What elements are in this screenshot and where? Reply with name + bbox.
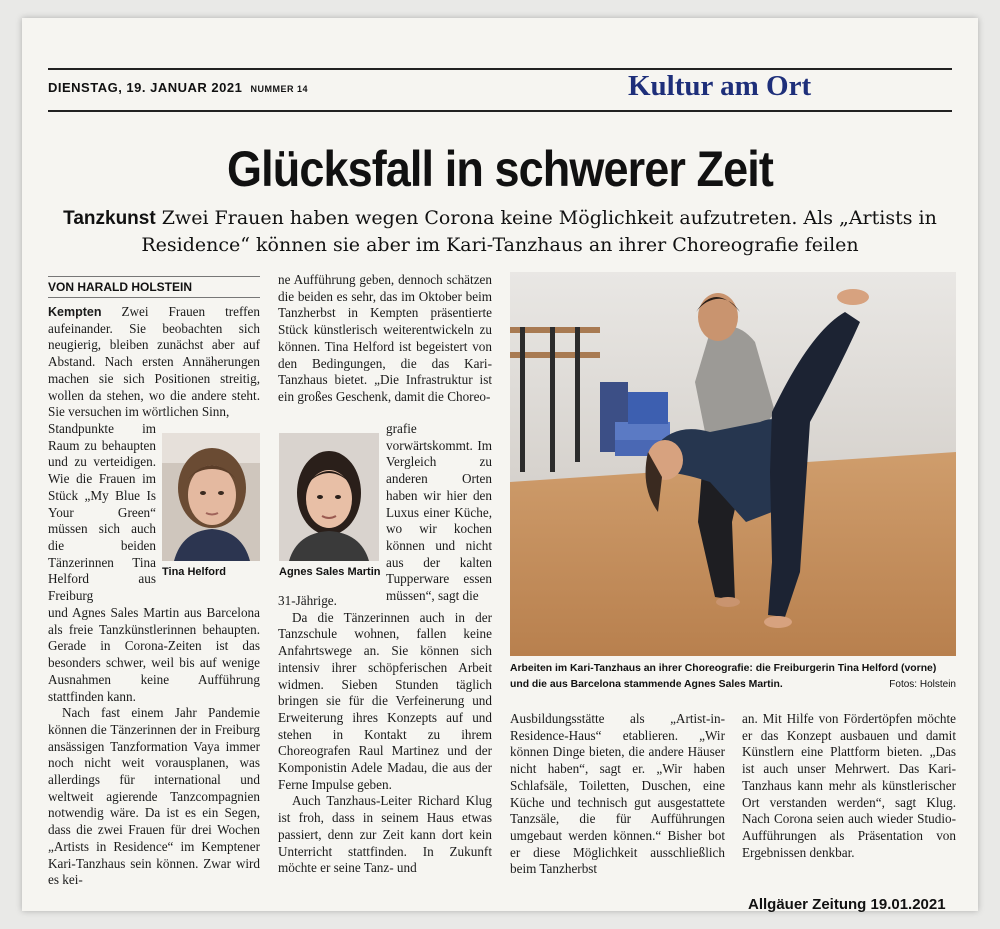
portrait-2-caption: Agnes Sales Martin bbox=[279, 566, 381, 578]
issue-number: NUMMER 14 bbox=[250, 84, 308, 94]
col1-text-b: Standpunkte im Raum zu behaupten und zu verteidigen. Wie die Frauen im Stück „My Blue Is Your Green“ müssen sich auch die beiden Tänzerinnen Tina Helford aus Freiburg bbox=[48, 421, 156, 604]
col4-paragraph-1: an. Mit Hilfe von Fördertöpfen möchte er das Konzept ausbauen und damit Künstlern eine Plattform bieten. „Das ist auch unser Mehrwert. Das Kari-Tanzhaus kann mehr als künstlerischer Ort verstanden werden“, sagt Klug. Nach Corona seien auch wieder Studio-Aufführungen als Präsentation von Ergebnissen denkbar. bbox=[742, 711, 956, 860]
portrait-1-caption: Tina Helford bbox=[162, 566, 226, 578]
article-column-2-lower bbox=[278, 593, 492, 877]
subhead-lead: Tanzkunst bbox=[63, 208, 156, 229]
author-byline: VON HARALD HOLSTEIN bbox=[48, 280, 192, 294]
article-column-4 bbox=[742, 711, 956, 861]
section-title: Kultur am Ort bbox=[628, 70, 812, 102]
dateline-place: Kempten bbox=[48, 305, 102, 319]
col1-text-c: und Agnes Sales Martin aus Barcelona als freie Tanzkünstlerinnen behaupten. Gerade in Corona-Zeiten ist das besonders schwer, weil bis auf wenige Ausnahmen keine Aufführung stattfinden kann. bbox=[48, 605, 260, 704]
col2-text-a: ne Aufführung geben, dennoch schätzen die beiden es sehr, das im Oktober beim Tanzherbst in Kempten präsentierte Stück künstlerisch weiterentwickeln zu können. Tina Helford ist begeistert von den Bedingungen, die das Kari-Tanzhaus bietet. „Die Infrastruktur ist ein großes Geschenk, damit die Choreo- bbox=[278, 272, 492, 404]
col3-paragraph-1: Ausbildungsstätte als „Artist-in-Residence-Haus“ etablieren. „Wir können Dinge bieten, die andere Häuser nicht haben“, sagt er. „Wir haben Schlafsäle, Toiletten, Duschen, eine Küche und technisch gut ausgestattete Tanzsäle, die für Aufführungen umgebaut werden können.“ Bisher bot er diese Möglichkeit ausschließlich beim Tanzherbst bbox=[510, 711, 725, 877]
col2-text-b: grafie vorwärtskommt. Im Vergleich zu anderen Orten haben wir hier den Luxus einer Küche, wo wir kochen können und nicht aus der kalten Tupperware essen müssen“, sagt die bbox=[386, 421, 492, 604]
col2-paragraph-3: Auch Tanzhaus-Leiter Richard Klug ist froh, dass in seinem Haus etwas passiert, denn zur Zeit kann dort kein Unterricht stattfinden. In Zukunft möchte er seine Tanz- und bbox=[278, 793, 492, 876]
article-column-1-narrow bbox=[48, 421, 156, 605]
main-photo bbox=[510, 272, 956, 656]
photo-caption-text: Arbeiten im Kari-Tanzhaus an ihrer Choreografie: die Freiburgerin Tina Helford (vorne) und die aus Barcelona stammende Agnes Sales Martin. bbox=[510, 663, 937, 690]
col1-paragraph-2: Nach fast einem Jahr Pandemie können die Tänzerinnen der in Freiburg ansässigen Tanzformation Vaya immer noch nicht weit vorausplanen, was allerdings für international und weltweit agierende Tanzcompagnien notwendig wäre. Da ist es ein Segen, dass die zwei Frauen für drei Wochen „Artists in Residence“ im Kemptener Kari-Tanzhaus sein können. Zwar wird es kei- bbox=[48, 705, 260, 888]
top-rule bbox=[48, 68, 952, 70]
col1-text-a: Zwei Frauen treffen aufeinander. Sie beobachten sich neugierig, bleiben zunächst aber auf Abstand. Nach ersten Annäherungen machen sie sich Positionen streitig, wollen da stehen, wo die andere steht. Sie versuchen im wörtlichen Sinn, bbox=[48, 304, 260, 420]
subhead-text: Zwei Frauen haben wegen Corona keine Möglichkeit aufzutreten. Als „Artists in Residence“ können sie aber im Kari-Tanzhaus an ihrer Choreografie feilen bbox=[141, 207, 937, 256]
col2-paragraph-2: Da die Tänzerinnen auch in der Tanzschule wohnen, fallen keine Anfahrtswege an. Sie können sich intensiv ihrer schöpferischen Arbeit widmen. Sieben Stunden täglich bringen sie für die Verfeinerung und Erweiterung ihres Konzepts auf und stehen in Kontakt zu ihrem Choreografen Raul Martinez und der Komponistin Adele Madau, die aus der Ferne Impulse geben. bbox=[278, 609, 492, 792]
article-column-1-lower bbox=[48, 605, 260, 889]
portrait-2-image bbox=[279, 433, 379, 561]
article-column-2-narrow bbox=[386, 421, 492, 605]
article-column-1 bbox=[48, 304, 260, 421]
col2-text-c: 31-Jährige. bbox=[278, 593, 337, 608]
portrait-agnes-sales-martin bbox=[279, 433, 379, 561]
source-line: Allgäuer Zeitung 19.01.2021 bbox=[748, 896, 946, 913]
article-column-3 bbox=[510, 711, 725, 878]
portrait-1-image bbox=[162, 433, 260, 561]
subheadline bbox=[60, 205, 940, 259]
dateline bbox=[48, 80, 308, 95]
masthead-rule bbox=[48, 110, 952, 112]
article-column-2 bbox=[278, 272, 492, 406]
date-text: DIENSTAG, 19. JANUAR 2021 bbox=[48, 80, 243, 95]
portrait-tina-helford bbox=[162, 433, 260, 561]
headline: Glücksfall in schwerer Zeit bbox=[227, 141, 773, 197]
photo-credit: Fotos: Holstein bbox=[889, 679, 956, 690]
author-rule-top bbox=[48, 276, 260, 277]
photo-caption bbox=[510, 661, 956, 693]
dance-photo-image bbox=[510, 272, 956, 656]
author-rule-bottom bbox=[48, 297, 260, 298]
